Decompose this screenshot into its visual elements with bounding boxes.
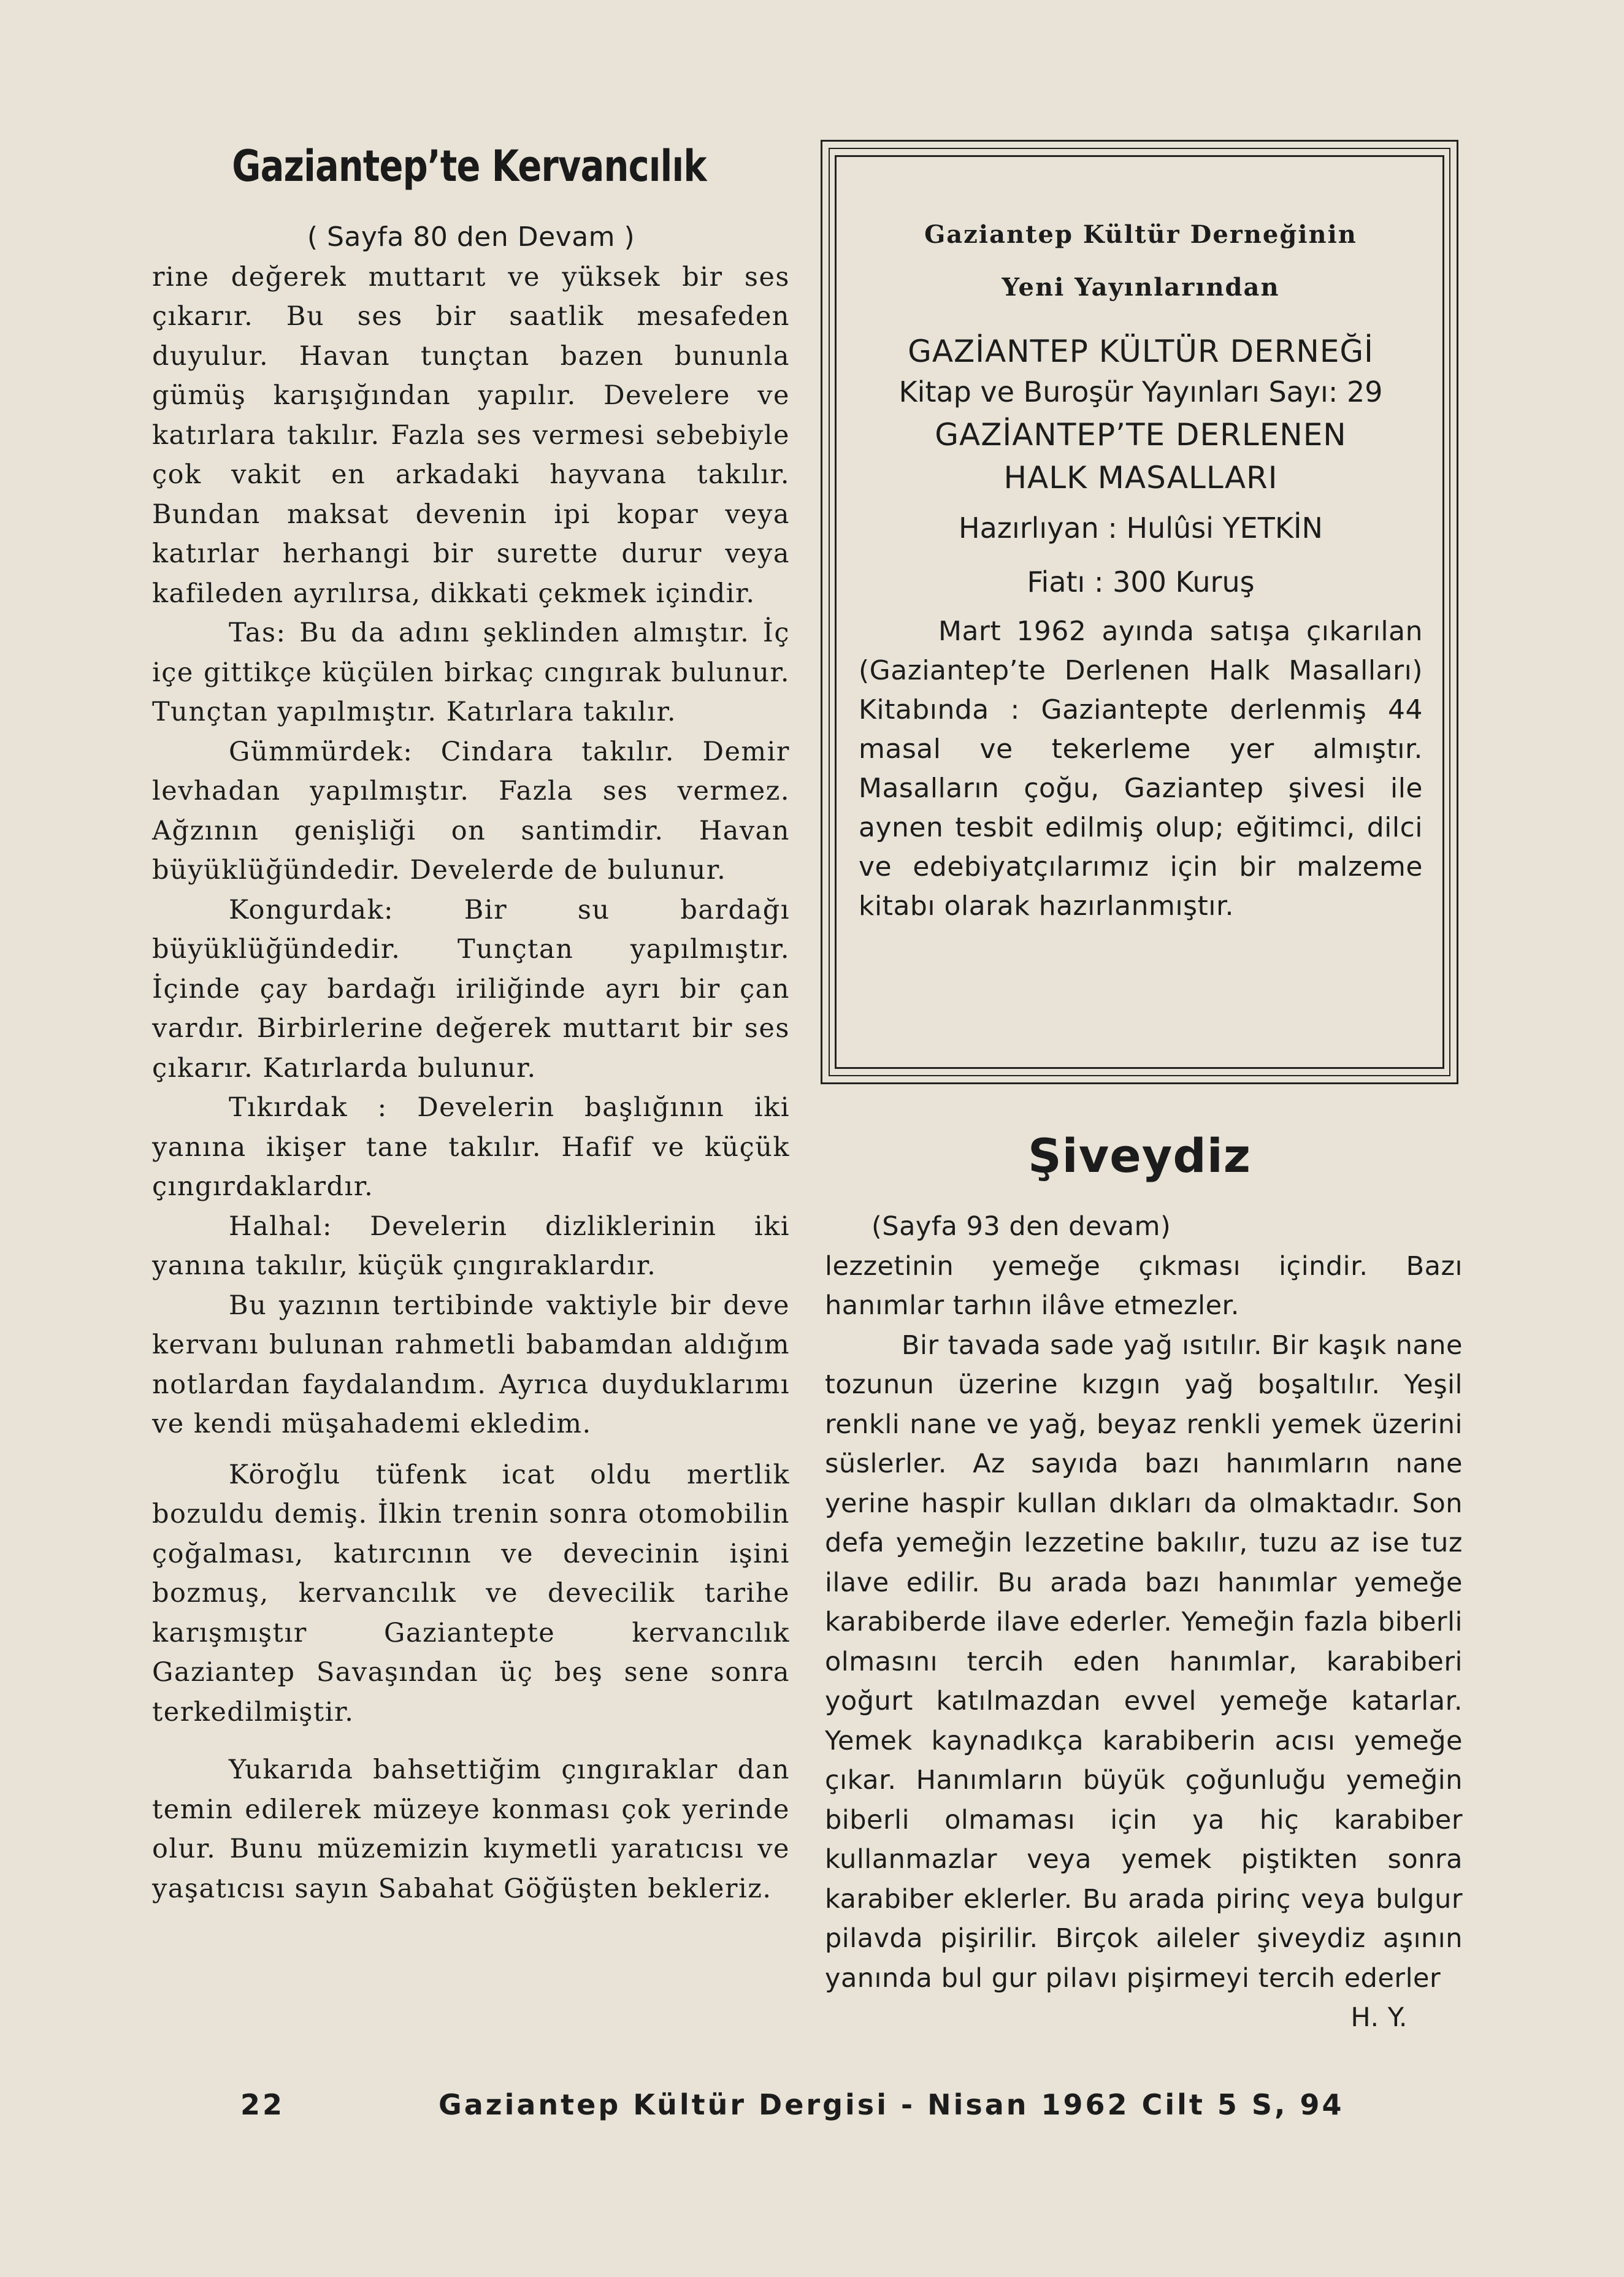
- right-paragraph-2: Bir tavada sade yağ ısıtılır. Bir kaşık nane tozunun üzerine kızgın yağ boşaltılır. Yeşil renkli nane ve yağ, beyaz renkli yemek üzerini süslerler. Az sayıda bazı hanımların nane yerine haspir kullan dıkları da olmaktadır. Son defa yemeğin lezzetine bakılır, tuzu az ise tuz ilave edilir. Bu arada bazı hanımlar yemeğe karabiberde ilave ederler. Yemeğin fazla biberli olmasını tercih eden hanımlar, karabiberi yoğurt katılmazdan evvel yemeğe katarlar. Yemek kaynadıkça karabiberin acısı yemeğe çıkar. Hanımların büyük çoğunluğu yemeğin biberli olmaması için ya hiç karabiber kullanmazlar veya yemek piştikten sonra karabiber eklerler. Bu arada pirinç veya bulgur pilavda pişirilir. Birçok aileler şiveydiz aşının yanında bul gur pilavı pişirmeyi tercih ederler: [825, 1330, 1463, 1994]
- left-paragraph-8: Köroğlu tüfenk icat oldu mertlik bozuldu demiş. İlkin trenin sonra otomobilin çoğalması, katırcının ve devecinin işini bozmuş, kervancılık ve devecilik tarihe karışmıştır Gaziantepte kervancılık Gaziantep Savaşından üç beş sene sonra terkedilmiştir.: [152, 1459, 790, 1728]
- left-paragraph-2: Tas: Bu da adını şeklinden almıştır. İç içe gittikçe küçülen birkaç cıngırak bulunur. Tunçtan yapılmıştır. Katırlara takılır.: [152, 618, 790, 727]
- right-article-title: Şiveydiz: [1027, 1128, 1252, 1183]
- notice-price: Fiatı : 300 Kuruş: [1027, 565, 1255, 599]
- left-article-body: [152, 218, 790, 1908]
- publication-notice: [859, 209, 1423, 926]
- left-paragraph-5: Tıkırdak : Develerin başlığının iki yanına ikişer tane takılır. Hafif ve küçük çıngırdaklardır.: [152, 1092, 790, 1202]
- left-paragraph-4: Kongurdak: Bir su bardağı büyüklüğündedir. Tunçtan yapılmıştır. İçinde çay bardağı iriliğinde ayrı bir çan vardır. Birbirlerine değerek muttarıt bir ses çıkarır. Katırlarda bulunur.: [152, 894, 790, 1084]
- page-footer: [0, 2088, 1624, 2131]
- right-paragraph-1: lezzetinin yemeğe çıkması içindir. Bazı hanımlar tarhın ilâve etmezler.: [825, 1250, 1463, 1321]
- right-continued-note: (Sayfa 93 den devam): [871, 1211, 1171, 1242]
- page-number: 22: [240, 2088, 285, 2121]
- notice-description-text: Mart 1962 ayında satışa çıkarılan (Gaziantep’te Derlenen Halk Masalları) Kitabında : Gaziantepte derlenmiş 44 masal ve tekerleme yer almıştır. Masalların çoğu, Gaziantep şivesi ile aynen tesbit edilmiş olup; eğitimci, dilci ve edebiyatçılarımız için bir malzeme kitabı olarak hazırlanmıştır.: [859, 616, 1423, 922]
- notice-editor: Hazırlıyan : Hulûsi YETKİN: [959, 511, 1323, 545]
- left-paragraph-3: Gümmürdek: Cindara takılır. Demir levhadan yapılmıştır. Fazla ses vermez. Ağzının genişliği on santimdir. Havan büyüklüğündedir. Develerde de bulunur.: [152, 736, 790, 886]
- left-paragraph-7: Bu yazının tertibinde vaktiyle bir deve kervanı bulunan rahmetli babamdan aldığım notlardan faydalandım. Ayrıca duyduklarımı ve kendi müşahademi ekledim.: [152, 1290, 790, 1439]
- left-paragraph-6: Halhal: Develerin dizliklerinin iki yanına takılır, küçük çıngıraklardır.: [152, 1211, 790, 1281]
- right-article-body: [825, 1207, 1463, 2038]
- notice-publisher: GAZİANTEP KÜLTÜR DERNEĞİ: [908, 334, 1374, 369]
- left-continued-note: ( Sayfa 80 den Devam ): [307, 221, 635, 253]
- left-article-title: Gaziantep’te Kervancılık: [232, 141, 707, 191]
- left-paragraph-1: rine değerek muttarıt ve yüksek bir ses çıkarır. Bu ses bir saatlik mesafeden duyulur. Havan tunçtan bazen bununla gümüş karışığından yapılır. Develere ve katırlara takılır. Fazla ses vermesi sebebiyle çok vakit en arkadaki hayvana takılır. Bundan maksat devenin ipi kopar veya katırlar herhangi bir surette durur veya kafileden ayrılırsa, dikkati çekmek içindir.: [152, 261, 790, 609]
- notice-series: Kitap ve Buroşür Yayınları Sayı: 29: [898, 375, 1383, 408]
- left-paragraph-9: Yukarıda bahsettiğim çıngıraklar dan temin edilerek müzeye konması çok yerinde olur. Bunu müzemizin kıymetli yaratıcısı ve yaşatıcısı sayın Sabahat Göğüşten bekleriz.: [152, 1755, 790, 1904]
- notice-description: [859, 612, 1423, 926]
- notice-heading-1: Gaziantep Kültür Derneğinin: [924, 220, 1357, 249]
- notice-book-title-2: HALK MASALLARI: [1003, 460, 1278, 496]
- notice-heading-2: Yeni Yayınlarından: [1002, 273, 1280, 302]
- notice-book-title-1: GAZİANTEP’TE DERLENEN: [935, 417, 1347, 453]
- journal-issue-line: Gaziantep Kültür Dergisi - Nisan 1962 Cilt 5 S, 94: [439, 2088, 1344, 2121]
- right-article-signature: H. Y.: [1350, 2002, 1408, 2033]
